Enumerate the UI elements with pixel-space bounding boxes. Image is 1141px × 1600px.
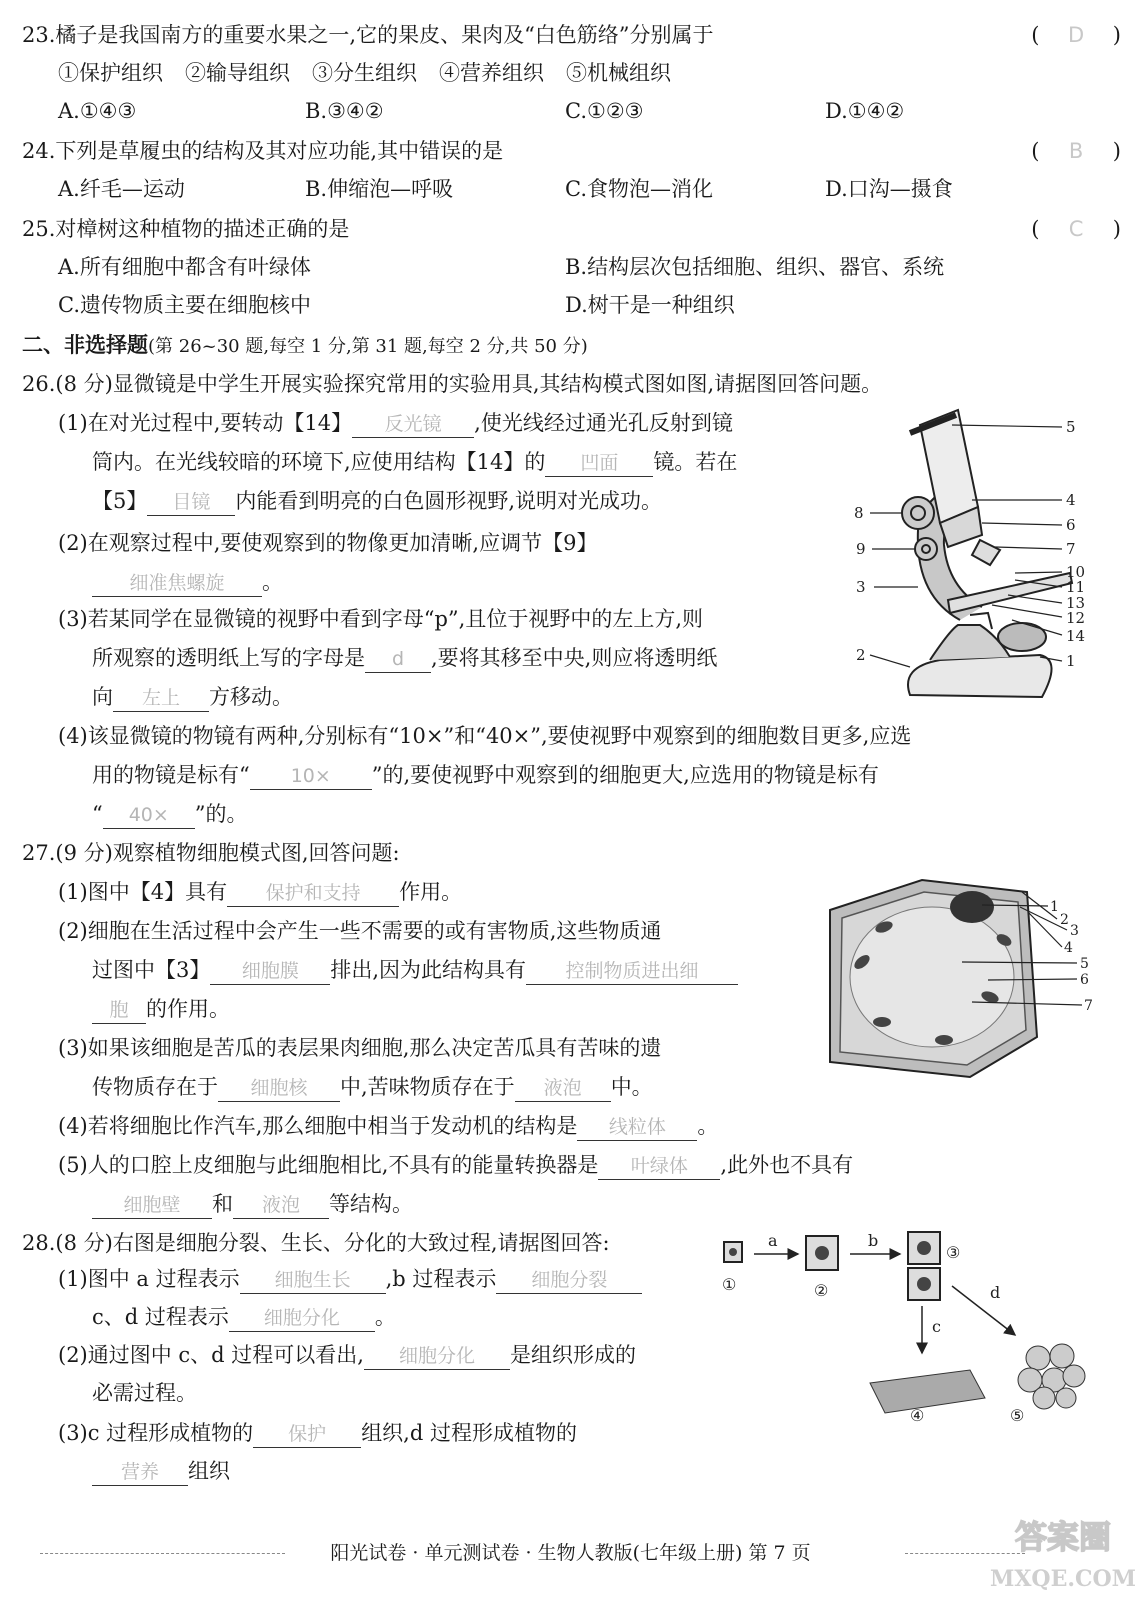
- microscope-label: 5: [1066, 418, 1076, 436]
- q27-answer-9: 液泡: [233, 1192, 329, 1219]
- q24-stem: 24.下列是草履虫的结构及其对应功能,其中错误的是: [22, 139, 504, 163]
- q23-tissue: ③分生组织: [312, 61, 417, 85]
- section-title: 二、非选择题: [22, 332, 148, 357]
- q27-answer-4: 细胞核: [218, 1075, 340, 1102]
- q26-answer-6: 左上: [113, 685, 209, 712]
- microscope-label: 12: [1066, 609, 1086, 627]
- q23-option-a: A.①④③: [58, 99, 137, 123]
- q27-line: (2)细胞在生活过程中会产生一些不需要的或有害物质,这些物质通: [58, 919, 662, 943]
- q27-answer-5: 液泡: [515, 1075, 611, 1102]
- microscope-label: 2: [856, 646, 866, 664]
- q26-stem: 26.(8 分)显微镜是中学生开展实验探究常用的实验用具,其结构模式图如图,请据图回答问题。: [22, 372, 883, 396]
- q23-tissue: ④营养组织: [439, 61, 544, 85]
- q23-tissue: ⑤机械组织: [566, 61, 671, 85]
- q26-line: “ 40× ”的。: [92, 799, 248, 829]
- microscope-label: 6: [1066, 516, 1076, 534]
- page-footer: 阳光试卷 · 单元测试卷 · 生物人教版(七年级上册) 第 7 页: [330, 1542, 811, 1564]
- q27-line: (3)如果该细胞是苦瓜的表层果肉细胞,那么决定苦瓜具有苦味的遗: [58, 1036, 662, 1060]
- q26-line: (3)若某同学在显微镜的视野中看到字母“p”,且位于视野中的左上方,则: [58, 607, 704, 631]
- cell-stage-label: ④: [910, 1406, 925, 1425]
- q26-line: 筒内。在光线较暗的环境下,应使用结构【14】的 凹面 镜。若在: [92, 447, 737, 477]
- q23-stem: 23.橘子是我国南方的重要水果之一,它的果皮、果肉及“白色筋络”分别属于: [22, 23, 714, 47]
- q26-line: (2)在观察过程中,要使观察到的物像更加清晰,应调节【9】: [58, 531, 598, 555]
- q28-line: c、d 过程表示 细胞分化 。: [92, 1302, 396, 1332]
- microscope-label: 1: [1066, 652, 1076, 670]
- cell-process-diagram: [710, 1228, 1100, 1428]
- q27-answer-6: 线粒体: [577, 1114, 697, 1141]
- cell-stage-label: ①: [722, 1275, 737, 1294]
- microscope-diagram: [840, 405, 1110, 715]
- q26-answer-8: 40×: [103, 802, 195, 829]
- cell-label: 1: [1050, 899, 1059, 915]
- q27-answer-3: 控制物质进出细: [526, 958, 738, 985]
- microscope-label: 8: [854, 504, 864, 522]
- q26-answer-5: d: [365, 646, 431, 673]
- q26-line: 向 左上 方移动。: [92, 682, 293, 712]
- q24-option-a: A.纤毛—运动: [58, 177, 185, 201]
- q26-line: (1)在对光过程中,要转动【14】 反光镜 ,使光线经过通光孔反射到镜: [58, 408, 733, 438]
- q24-option-d: D.口沟—摄食: [825, 177, 953, 201]
- q27-answer-2: 细胞膜: [210, 958, 330, 985]
- q27-answer-7: 叶绿体: [598, 1153, 720, 1180]
- q25-answer: C: [1068, 217, 1084, 241]
- q26-answer-1: 反光镜: [352, 411, 474, 438]
- q27-answer-3-cont: 胞: [92, 997, 146, 1024]
- cell-label: 5: [1080, 956, 1089, 972]
- q26-line: 所观察的透明纸上写的字母是 d ,要将其移至中央,则应将透明纸: [92, 643, 717, 673]
- q28-answer-5: 保护: [253, 1421, 361, 1448]
- q28-line: (1)图中 a 过程表示 细胞生长 ,b 过程表示 细胞分裂: [58, 1264, 642, 1294]
- cell-label: 4: [1064, 940, 1073, 956]
- q23-answer: D: [1068, 23, 1085, 47]
- q28-line: (3)c 过程形成植物的 保护 组织,d 过程形成植物的: [58, 1418, 577, 1448]
- q27-line: 过图中【3】 细胞膜 排出,因为此结构具有 控制物质进出细: [92, 955, 738, 985]
- q23-option-b: B.③④②: [305, 99, 384, 123]
- q26-answer-7: 10×: [250, 763, 372, 790]
- q25-option-b: B.结构层次包括细胞、组织、器官、系统: [565, 255, 945, 279]
- plant-cell-diagram: [822, 872, 1107, 1084]
- q28-line: 营养 组织: [92, 1456, 230, 1486]
- q25-stem: 25.对樟树这种植物的描述正确的是: [22, 217, 350, 241]
- q23-tissue: ①保护组织: [58, 61, 163, 85]
- q24-answer: B: [1068, 139, 1084, 163]
- q24-option-b: B.伸缩泡—呼吸: [305, 177, 454, 201]
- q26-answer-2: 凹面: [545, 450, 653, 477]
- q28-answer-2: 细胞分裂: [496, 1267, 642, 1294]
- q23-option-d: D.①④②: [825, 99, 905, 123]
- q26-answer-3: 目镜: [147, 489, 235, 516]
- microscope-label: 3: [856, 578, 866, 596]
- q27-stem: 27.(9 分)观察植物细胞模式图,回答问题:: [22, 841, 400, 865]
- process-label-d: d: [990, 1283, 1001, 1302]
- q26-line: 细准焦螺旋 。: [92, 567, 283, 597]
- cell-stage-label: ②: [814, 1281, 829, 1300]
- q28-line: (2)通过图中 c、d 过程可以看出, 细胞分化 是组织形成的: [58, 1340, 636, 1370]
- q27-line: 传物质存在于 细胞核 中,苦味物质存在于 液泡 中。: [92, 1072, 653, 1102]
- q24-answer-paren: ( B ): [1031, 136, 1121, 166]
- q28-answer-3: 细胞分化: [229, 1305, 375, 1332]
- q27-line: 胞 的作用。: [92, 994, 230, 1024]
- q23-answer-paren: ( D ): [1031, 20, 1121, 50]
- q26-line: 用的物镜是标有“ 10× ”的,要使视野中观察到的细胞更大,应选用的物镜是标有: [92, 760, 879, 790]
- q28-answer-6: 营养: [92, 1459, 188, 1486]
- microscope-label: 11: [1066, 578, 1086, 596]
- q27-line: 细胞壁 和 液泡 等结构。: [92, 1189, 413, 1219]
- watermark-bottom: MXQE.COM: [989, 1566, 1137, 1592]
- q24-option-c: C.食物泡—消化: [565, 177, 713, 201]
- q27-line: (5)人的口腔上皮细胞与此细胞相比,不具有的能量转换器是 叶绿体 ,此外也不具有: [58, 1150, 853, 1180]
- q25-option-c: C.遗传物质主要在细胞核中: [58, 293, 311, 317]
- q28-answer-4: 细胞分化: [364, 1343, 510, 1370]
- microscope-label: 7: [1066, 540, 1076, 558]
- q23-tissue: ②输导组织: [185, 61, 290, 85]
- process-label-b: b: [868, 1231, 879, 1250]
- microscope-label: 14: [1066, 627, 1086, 645]
- q26-line: 【5】 目镜 内能看到明亮的白色圆形视野,说明对光成功。: [92, 486, 662, 516]
- section-note: (第 26~30 题,每空 1 分,第 31 题,每空 2 分,共 50 分): [148, 336, 588, 357]
- q25-answer-paren: ( C ): [1031, 214, 1121, 244]
- q23-tissue-list: [58, 58, 671, 88]
- q28-stem: 28.(8 分)右图是细胞分裂、生长、分化的大致过程,请据图回答:: [22, 1231, 610, 1255]
- q28-line: 必需过程。: [92, 1381, 197, 1405]
- cell-label: 6: [1080, 972, 1089, 988]
- microscope-label: 13: [1066, 594, 1086, 612]
- q23-option-c: C.①②③: [565, 99, 644, 123]
- cell-label: 7: [1084, 998, 1093, 1014]
- q25-option-d: D.树干是一种组织: [565, 293, 735, 317]
- cell-stage-label: ⑤: [1010, 1406, 1025, 1425]
- process-label-c: c: [932, 1317, 941, 1336]
- q25-option-a: A.所有细胞中都含有叶绿体: [58, 255, 311, 279]
- watermark-logo: [989, 1500, 1137, 1596]
- process-label-a: a: [768, 1231, 778, 1250]
- q27-line: (4)若将细胞比作汽车,那么细胞中相当于发动机的结构是 线粒体 。: [58, 1111, 718, 1141]
- q27-line: (1)图中【4】具有 保护和支持 作用。: [58, 877, 462, 907]
- q27-answer-1: 保护和支持: [227, 880, 399, 907]
- q28-answer-1: 细胞生长: [240, 1267, 386, 1294]
- q26-answer-4: 细准焦螺旋: [92, 570, 262, 597]
- cell-label: 3: [1070, 923, 1079, 939]
- watermark-top: 答案圈: [1014, 1518, 1112, 1556]
- microscope-label: 4: [1066, 491, 1076, 509]
- microscope-label: 10: [1066, 563, 1086, 581]
- cell-label: 2: [1060, 912, 1069, 928]
- q27-answer-8: 细胞壁: [92, 1192, 212, 1219]
- microscope-label: 9: [856, 540, 866, 558]
- q26-line: (4)该显微镜的物镜有两种,分别标有“10×”和“40×”,要使视野中观察到的细胞数目更多,应选: [58, 724, 912, 748]
- section-heading: [22, 330, 588, 362]
- cell-stage-label: ③: [946, 1243, 961, 1262]
